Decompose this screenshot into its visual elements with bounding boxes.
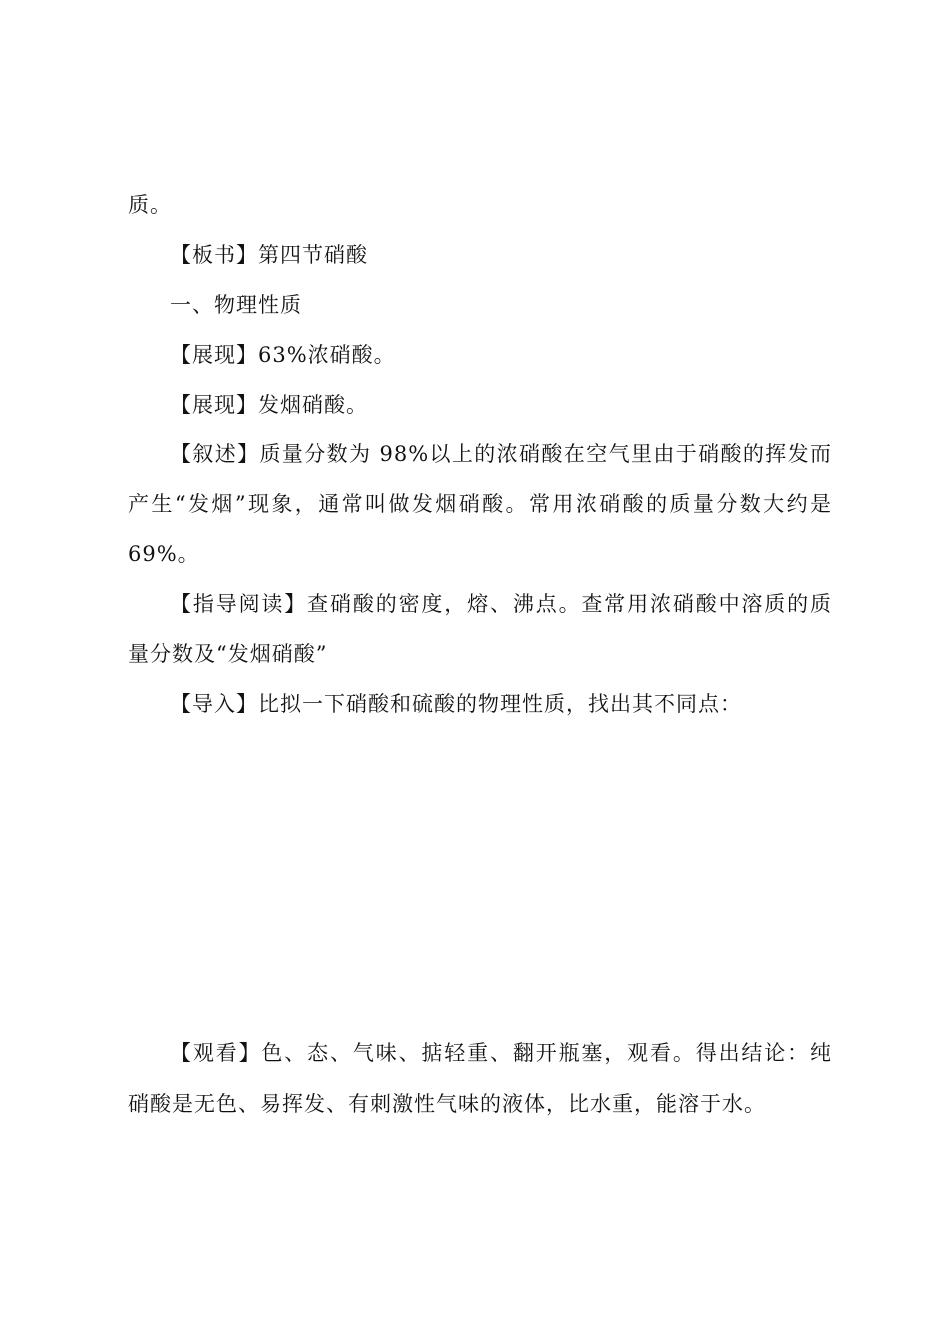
text-line-5: 【展现】发烟硝酸。 (170, 393, 368, 417)
text-line-7: 产生“发烟”现象，通常叫做发烟硝酸。常用浓硝酸的质量分数大约是 (128, 492, 832, 516)
text-line-11: 【导入】比拟一下硝酸和硫酸的物理性质，找出其不同点： (170, 692, 742, 716)
text-line-1: 质。 (128, 193, 172, 217)
text-line-6: 【叙述】质量分数为 98%以上的浓硝酸在空气里由于硝酸的挥发而 (170, 442, 832, 466)
text-line-9: 【指导阅读】查硝酸的密度，熔、沸点。查常用浓硝酸中溶质的质 (170, 592, 832, 616)
text-line-10: 量分数及“发烟硝酸” (128, 642, 328, 666)
text-line-2: 【板书】第四节硝酸 (170, 243, 368, 267)
text-line-13: 硝酸是无色、易挥发、有刺激性气味的液体，比水重，能溶于水。 (128, 1092, 766, 1116)
text-line-3: 一、物理性质 (170, 293, 302, 317)
text-line-12: 【观看】色、态、气味、掂轻重、翻开瓶塞，观看。得出结论：纯 (170, 1041, 832, 1065)
text-line-8: 69%。 (128, 542, 200, 566)
text-line-4: 【展现】63%浓硝酸。 (170, 343, 396, 367)
